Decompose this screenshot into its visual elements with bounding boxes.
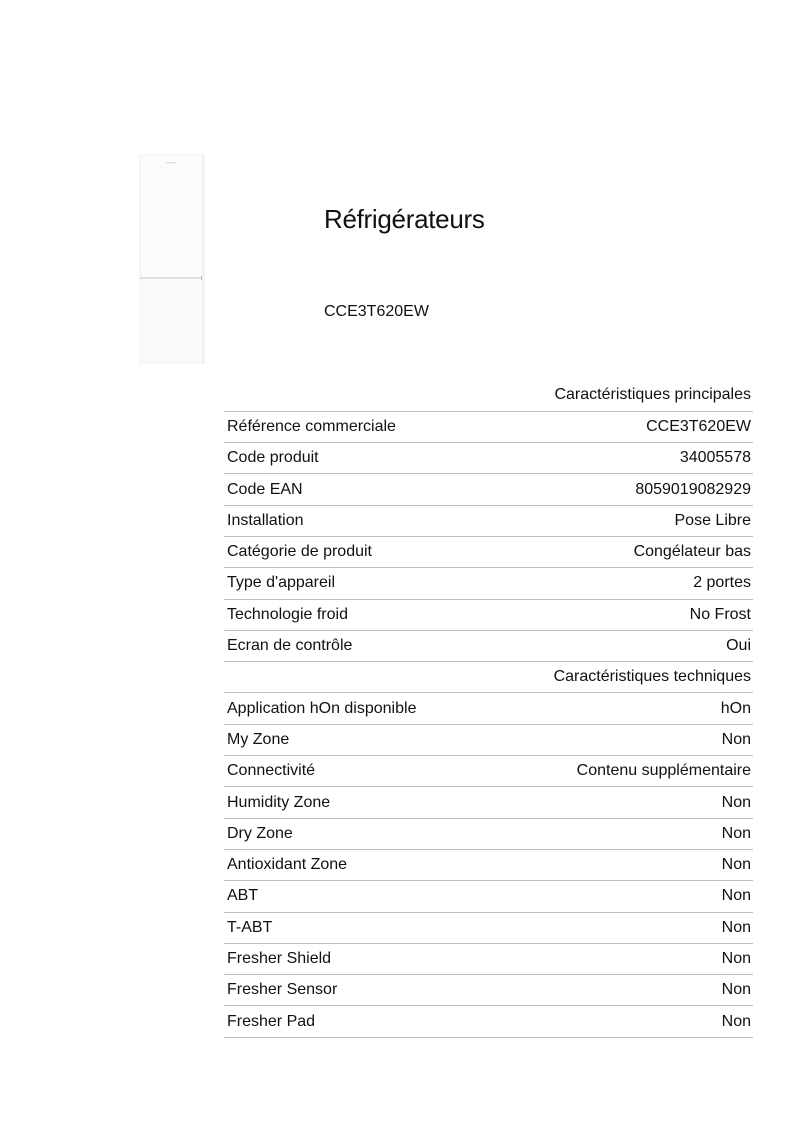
table-row [224,411,753,442]
spec-value: Oui [484,630,753,661]
spec-value: CCE3T620EW [484,411,753,442]
table-row [224,443,753,474]
spec-label: My Zone [224,724,484,755]
spec-value: Non [484,849,753,880]
table-row [224,849,753,880]
spec-value: Non [484,818,753,849]
spec-value: Contenu supplémentaire [484,756,753,787]
spec-value: Non [484,943,753,974]
spec-value: Congélateur bas [484,536,753,567]
spec-label: Catégorie de produit [224,536,484,567]
table-row [224,536,753,567]
table-row [224,818,753,849]
spec-label: ABT [224,881,484,912]
spec-label: Dry Zone [224,818,484,849]
spec-label: Code EAN [224,474,484,505]
spec-label: Ecran de contrôle [224,630,484,661]
spec-label: Fresher Pad [224,1006,484,1037]
table-row [224,912,753,943]
table-row [224,724,753,755]
table-row [224,505,753,536]
section-header-row [224,380,753,411]
table-row [224,756,753,787]
spec-value: Non [484,881,753,912]
spec-label: Type d'appareil [224,568,484,599]
table-row [224,599,753,630]
spec-label: Fresher Shield [224,943,484,974]
spec-value: 2 portes [484,568,753,599]
spec-label: Référence commerciale [224,411,484,442]
table-row [224,943,753,974]
page-title: Réfrigérateurs [324,204,485,234]
spec-value: Non [484,787,753,818]
spec-label: Technologie froid [224,599,484,630]
table-row [224,1006,753,1037]
section-title: Caractéristiques techniques [484,662,753,693]
section-title: Caractéristiques principales [484,380,753,411]
spec-label: Connectivité [224,756,484,787]
spec-value: Pose Libre [484,505,753,536]
spec-value: Non [484,912,753,943]
table-row [224,787,753,818]
fridge-product-image [138,154,206,364]
table-row [224,881,753,912]
spec-value: Non [484,1006,753,1037]
spec-label: Humidity Zone [224,787,484,818]
spec-value: hOn [484,693,753,724]
spec-table [224,380,753,1038]
spec-label: Code produit [224,443,484,474]
section-header-row [224,662,753,693]
table-row [224,568,753,599]
table-row [224,630,753,661]
spec-value: Non [484,724,753,755]
spec-label: Application hOn disponible [224,693,484,724]
table-row [224,693,753,724]
table-row [224,474,753,505]
table-row [224,975,753,1006]
spec-value: No Frost [484,599,753,630]
spec-label: Antioxidant Zone [224,849,484,880]
model-number: CCE3T620EW [324,303,429,320]
spec-label: Installation [224,505,484,536]
spec-value: 34005578 [484,443,753,474]
spec-value: 8059019082929 [484,474,753,505]
spec-label: T-ABT [224,912,484,943]
spec-label: Fresher Sensor [224,975,484,1006]
spec-value: Non [484,975,753,1006]
